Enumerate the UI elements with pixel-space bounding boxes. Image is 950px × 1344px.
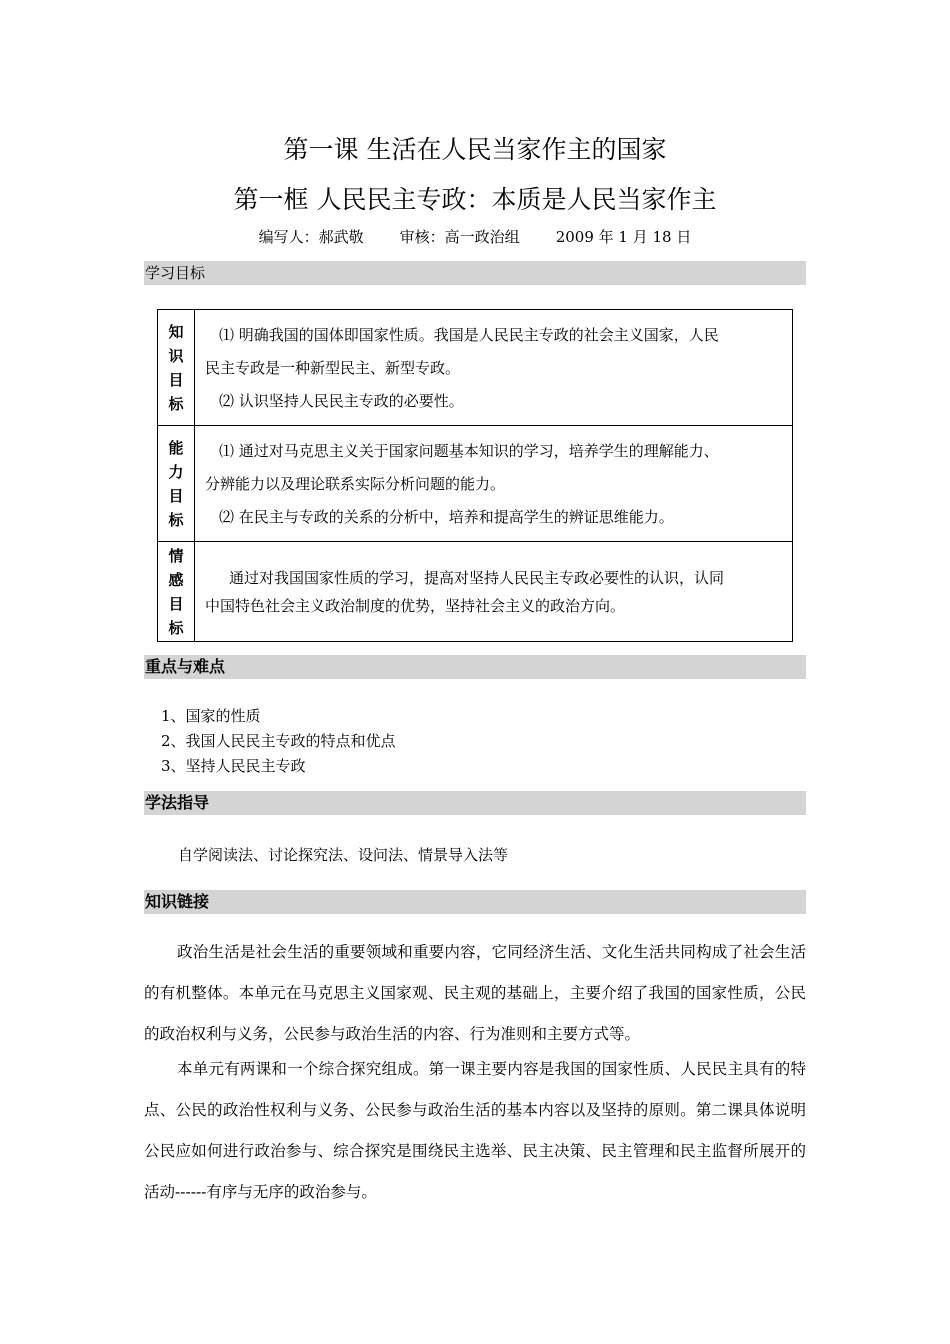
method-text: 自学阅读法、讨论探究法、设问法、情景导入法等 [178,846,509,864]
document-meta [0,226,950,248]
goal-label-ability: 能力目标 [158,426,195,542]
goal-content-ability: ⑴ 通过对马克思主义关于国家问题基本知识的学习，培养学生的理解能力、 分辨能力以及理论联系实际分析问题的能力。 ⑵ 在民主与专政的关系的分析中，培养和提高学生的辨证思维能力。 [195,426,793,542]
list-item: 1、国家的性质 [161,707,261,725]
section-subtitle: 第一框 人民民主专政：本质是人民当家作主 [233,185,717,214]
section-heading-key-points: 重点与难点 [144,655,806,679]
key-points-list [161,704,396,779]
goal-content-emotion: 通过对我国国家性质的学习，提高对坚持人民民主专政必要性的认识，认同 中国特色社会主义政治制度的优势，坚持社会主义的政治方向。 [195,542,793,642]
goal-content-knowledge: ⑴ 明确我国的国体即国家性质。我国是人民民主专政的社会主义国家，人民 民主专政是一种新型民主、新型专政。 ⑵ 认识坚持人民民主专政的必要性。 [195,310,793,426]
goal-label-emotion: 情感目标 [158,542,195,642]
list-item: 3、坚持人民民主专政 [161,757,306,775]
section-heading-methods: 学法指导 [144,791,806,815]
goal-row-ability [158,426,793,542]
section-heading-goals: 学习目标 [144,261,806,285]
goal-row-emotion [158,542,793,642]
lesson-title: 第一课 生活在人民当家作主的国家 [283,135,667,164]
section-heading-knowledge: 知识链接 [144,890,806,914]
goals-table [157,309,793,642]
goal-label-knowledge: 知识目标 [158,310,195,426]
author: 编写人：郝武敬 [258,228,364,246]
goal-row-knowledge [158,310,793,426]
list-item: 2、我国人民民主专政的特点和优点 [161,732,396,750]
reviewer: 审核：高一政治组 [399,228,520,246]
date: 2009 年 1 月 18 日 [555,228,692,246]
knowledge-paragraph-2: 本单元有两课和一个综合探究组成。第一课主要内容是我国的国家性质、人民民主具有的特点、公民的政治性权利与义务、公民参与政治生活的基本内容以及坚持的原则。第二课具体说明公民应如何进行政治参与、综合探究是围绕民主选举、民主决策、民主管理和民主监督所展开的活动------有序与无序的政治参与。 [144,1060,806,1201]
knowledge-paragraph-1: 政治生活是社会生活的重要领域和重要内容，它同经济生活、文化生活共同构成了社会生活的有机整体。本单元在马克思主义国家观、民主观的基础上，主要介绍了我国的国家性质，公民的政治权利与义务，公民参与政治生活的内容、行为准则和主要方式等。 [144,943,806,1043]
